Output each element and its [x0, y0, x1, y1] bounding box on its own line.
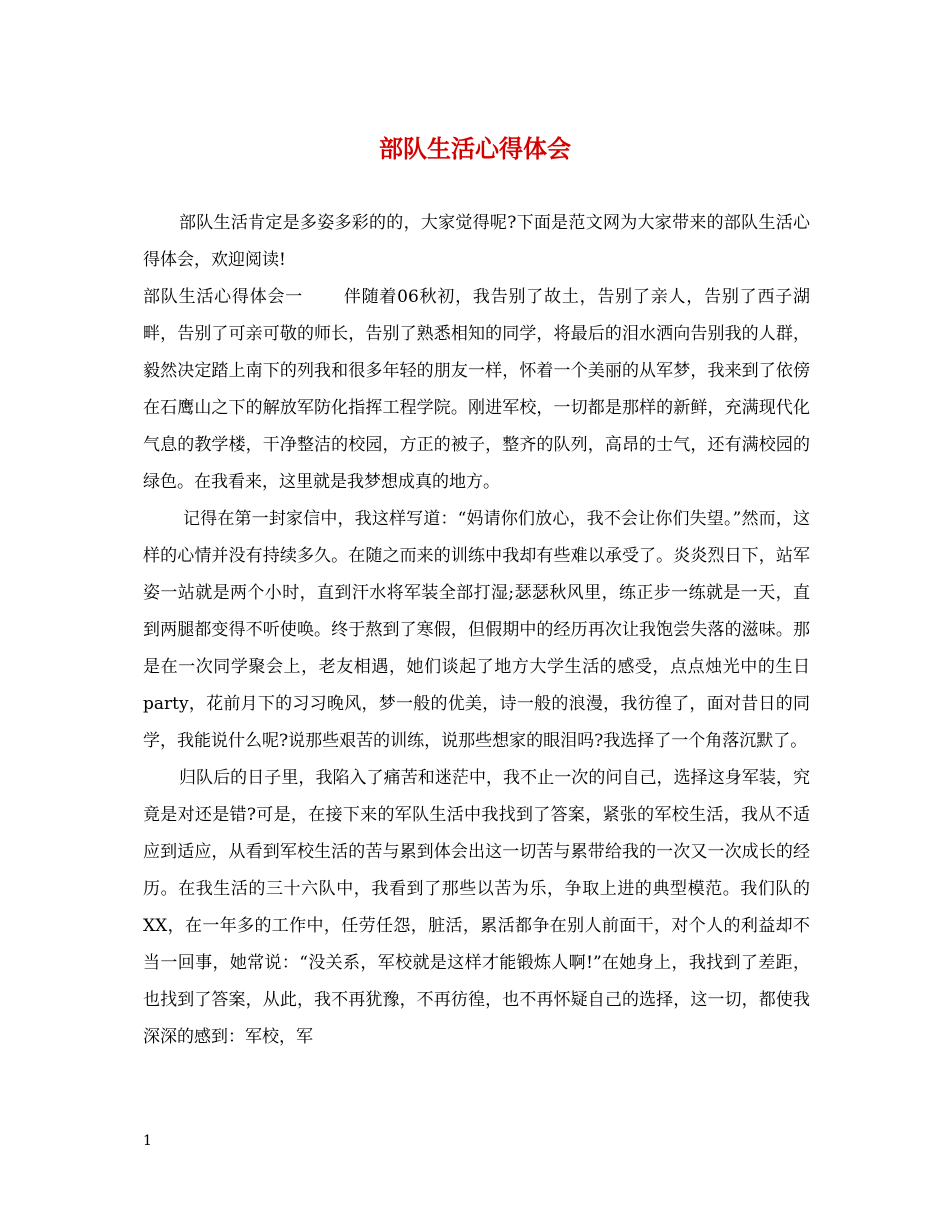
- section-heading: 部队生活心得体会一: [143, 287, 304, 307]
- paragraph-3: 归队后的日子里，我陷入了痛苦和迷茫中，我不止一次的问自己，选择这身军装，究竟是对还是错?可是，在接下来的军队生活中我找到了答案，紧张的军校生活，我从不适应到适应，从看到军校生活的苦与累到体会出这一切苦与累带给我的一次又一次成长的经历。在我生活的三十六队中，我看到了那些以苦为乐，争取上进的典型模范。我们队的XX，在一年多的工作中，任劳任怨，脏活，累活都争在别人前面干，对个人的利益却不当一回事，她常说：“没关系，军校就是这样才能锻炼人啊!”在她身上，我找到了差距，也找到了答案，从此，我不再犹豫，不再彷徨，也不再怀疑自己的选择，这一切，都使我深深的感到：军校，军: [143, 768, 810, 1047]
- document-body: [143, 205, 810, 1056]
- document-title: 部队生活心得体会: [379, 134, 571, 163]
- paragraph-2: 记得在第一封家信中，我这样写道：“妈请你们放心，我不会让你们失望。”然而，这样的心情并没有持续多久。在随之而来的训练中我却有些难以承受了。炎炎烈日下，站军姿一站就是两个小时，直到汗水将军装全部打湿;瑟瑟秋风里，练正步一练就是一天，直到两腿都变得不听使唤。终于熬到了寒假，但假期中的经历再次让我饱尝失落的滋味。那是在一次同学聚会上，老友相遇，她们谈起了地方大学生活的感受，点点烛光中的生日party，花前月下的习习晚风，梦一般的优美，诗一般的浪漫，我彷徨了，面对昔日的同学，我能说什么呢?说那些艰苦的训练，说那些想家的眼泪吗?我选择了一个角落沉默了。: [143, 509, 810, 751]
- intro-paragraph: 部队生活肯定是多姿多彩的的，大家觉得呢?下面是范文网为大家带来的部队生活心得体会，欢迎阅读!: [143, 213, 810, 270]
- section-paragraph-1: [143, 279, 810, 501]
- page-number: 1: [143, 1133, 152, 1149]
- paragraph-1-text: 伴随着06秋初，我告别了故土，告别了亲人，告别了西子湖畔，告别了可亲可敬的师长，告别了熟悉相知的同学，将最后的泪水洒向告别我的人群，毅然决定踏上南下的列我和很多年轻的朋友一样，怀着一个美丽的从军梦，我来到了依傍在石鹰山之下的解放军防化指挥工程学院。刚进军校，一切都是那样的新鲜，充满现代化气息的教学楼，干净整洁的校园，方正的被子，整齐的队列，高昂的士气，还有满校园的绿色。在我看来，这里就是我梦想成真的地方。: [143, 287, 811, 492]
